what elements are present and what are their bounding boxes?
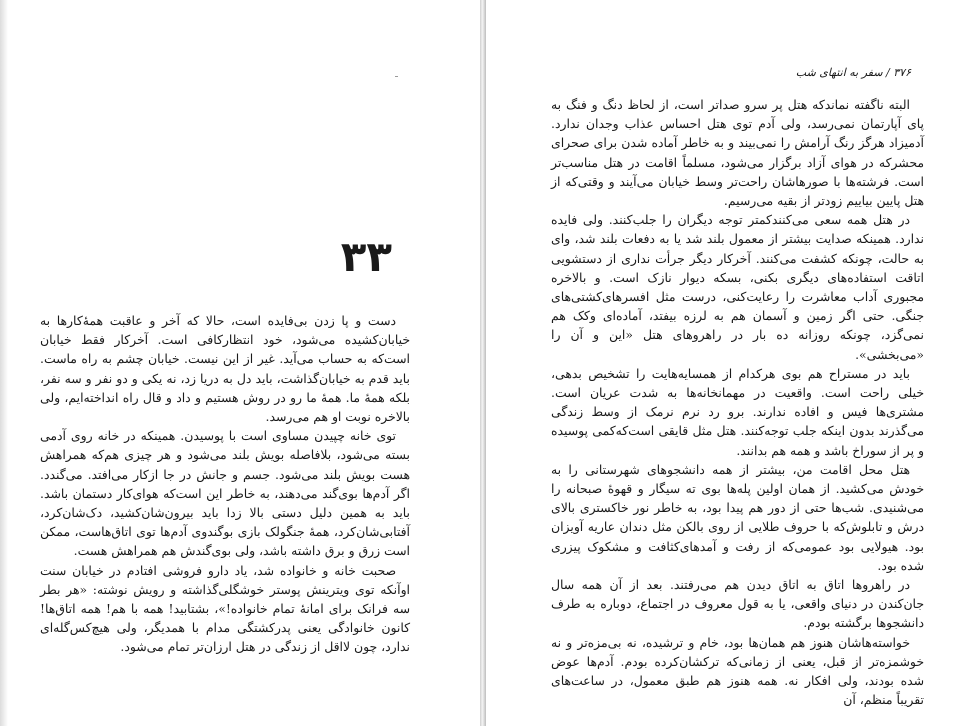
paragraph: خواسته‌هاشان هنوز هم همان‌ها بود، خام و ترشیده، نه بی‌مزه‌تر و نه خوشمزه‌تر از قبل، یعنی از زمانی‌که ترکشان‌کرده بودم. آدم‌ها عوض شده بودند، ولی افکار نه. همه هنوز هم طبق معمول، در ساعت‌های تقریباً منظم، آن (551, 634, 924, 708)
paragraph: در راهروها اتاق به اتاق دیدن هم می‌رفتند. بعد از آن همه سال جان‌کندن در دنیای واقعی، یا به قول معروف در اجتماع، دوباره به طرف دانشجوها برگشته بودم. (551, 577, 924, 631)
page-edge-shadow (0, 0, 8, 726)
left-page-text (40, 311, 410, 657)
paragraph: توی خانه چپیدن مساوی است با پوسیدن. همینکه در خانه روی آدمی بسته می‌شود، بلافاصله بویش بلند می‌شود و هر چیزی هم‌که همراهش هست بویش بلند می‌شود. جسم و جانش در جا ازکار می‌افتد. می‌گندد. اگر آدم‌ها بوی‌گند می‌دهند، به خاطر این است‌که هوای‌کار دستمان باشد. باید به همین دلیل دستی بالا زدا باید بیرون‌شان‌کشید، دک‌شان‌کرد، آفتابی‌شان‌کرد، همهٔ جنگولک بازی بوگندوی آدم‌ها توی اتاق‌هاست، ممکن است زرق و برق داشته باشد، ولی بوی‌گندش هم همراهش هست. (40, 428, 410, 559)
running-head: ۳۷۶ / سفر به انتهای شب (795, 66, 911, 79)
page-speck (395, 76, 398, 77)
paragraph: البته ناگفته نماندکه هتل پر سرو صداتر است، از لحاظ دنگ و فنگ به پای آپارتمان نمی‌رسد، ولی آدم توی هتل احساس عذاب وجدان ندارد. آدمیزاد هرگز رنگ آرامش را نمی‌بیند و به خاطر آماده شدن برای صحرای محشرکه در هوای آزاد برگزار می‌شود، مسلماً اقامت در هتل مناسب‌تر است. فرشته‌ها با صورهاشان راحت‌تر وسط خیابان می‌آیند و وقتی‌که از هتل پایین بیاییم زودتر از بقیه می‌رسیم. (551, 97, 924, 209)
right-page-text (551, 95, 924, 710)
paragraph: دست و پا زدن بی‌فایده است، حالا که آخر و عاقبت همهٔ‌کارها به خیابان‌کشیده می‌شود، خود انتظارکافی است. آخرکار فقط خیابان است‌که به حساب می‌آید. غیر از این نیست. خیابان چشم به راه ماست. باید قدم به خیابان‌گذاشت، باید دل به دریا زد، نه یکی و دو نفر و سه نفر، بلکه همهٔ ما. همهٔ ما رو در روش هستیم و داد و قال راه انداخته‌ایم، ولی بالاخره نوبت او هم می‌رسد. (40, 313, 410, 425)
left-page (0, 0, 480, 726)
chapter-number: ۳۳ (340, 232, 392, 281)
paragraph: باید در مستراح هم بوی هرکدام از همسایه‌هایت را تشخیص بدهی، خیلی راحت است. واقعیت در مهمانخانه‌ها به شدت عریان است. مشتری‌ها فیس و افاده ندارند. برو رد نرم نرمک از وسط زندگی می‌گذرند بدون اینکه جلب توجه‌کنند. هتل مثل قایقی است‌که‌کمی پوسیده و پر از سوراخ باشد و همه هم بدانند. (551, 365, 924, 458)
paragraph: صحبت خانه و خانواده شد، یاد دارو فروشی افتادم در خیابان سنت اوآنکه توی ویترینش پوستر خوشگلی‌گذاشته و رویش نوشته: «هر بطر سه فرانک برای امانهٔ تمام خانواده!»، بشتابید! همه با هم! همه اتاق‌ها!کانون خانوادگی یعنی پدرکشتگی مدام با همدیگر، ولی هیچ‌کس‌گله‌ای ندارد، چون لااقل از زندگی در هتل ارزان‌تر تمام می‌شود. (40, 562, 410, 655)
paragraph: در هتل همه سعی می‌کنندکمتر توجه دیگران را جلب‌کنند. ولی فایده ندارد. همینکه صدایت بیشتر از معمول بلند شد یا به دفعات بلند شد، وای به حالت، چونکه کشفت می‌کنند. آخرکار دیگر جرأت نداری از دستشویی اتاقت استفاده‌های دیگری بکنی، بسکه دیوار نازک است. و بالاخره مجبوری آداب معاشرت را رعایت‌کنی، درست مثل افسرهای‌کشتی‌های جنگی. حتی اگر زمین و آسمان هم به لرزه بیفتد، آماده‌ای وکک هم نمی‌گزد، چونکه روزانه ده بار در راهروهای هتل «این و آن را «می‌بخشی». (551, 212, 924, 362)
paragraph: هتل محل اقامت من، بیشتر از همه دانشجوهای شهرستانی را به خودش می‌کشید. از همان اولین پله‌ها بوی ته سیگار و قهوهٔ صبحانه را می‌شنیدی. شب‌ها حتی از دور هم پیدا بود، به خاطر نور خاکستری بالای درش و تابلوش‌که با حروف طلایی از روی بالکن مثل دندان عاریه آویزان بود. هیولایی بود عمومی‌که از رفت و آمدهای‌کثافت و مشکوک پیزری شده بود. (551, 461, 924, 573)
right-page (486, 0, 963, 726)
